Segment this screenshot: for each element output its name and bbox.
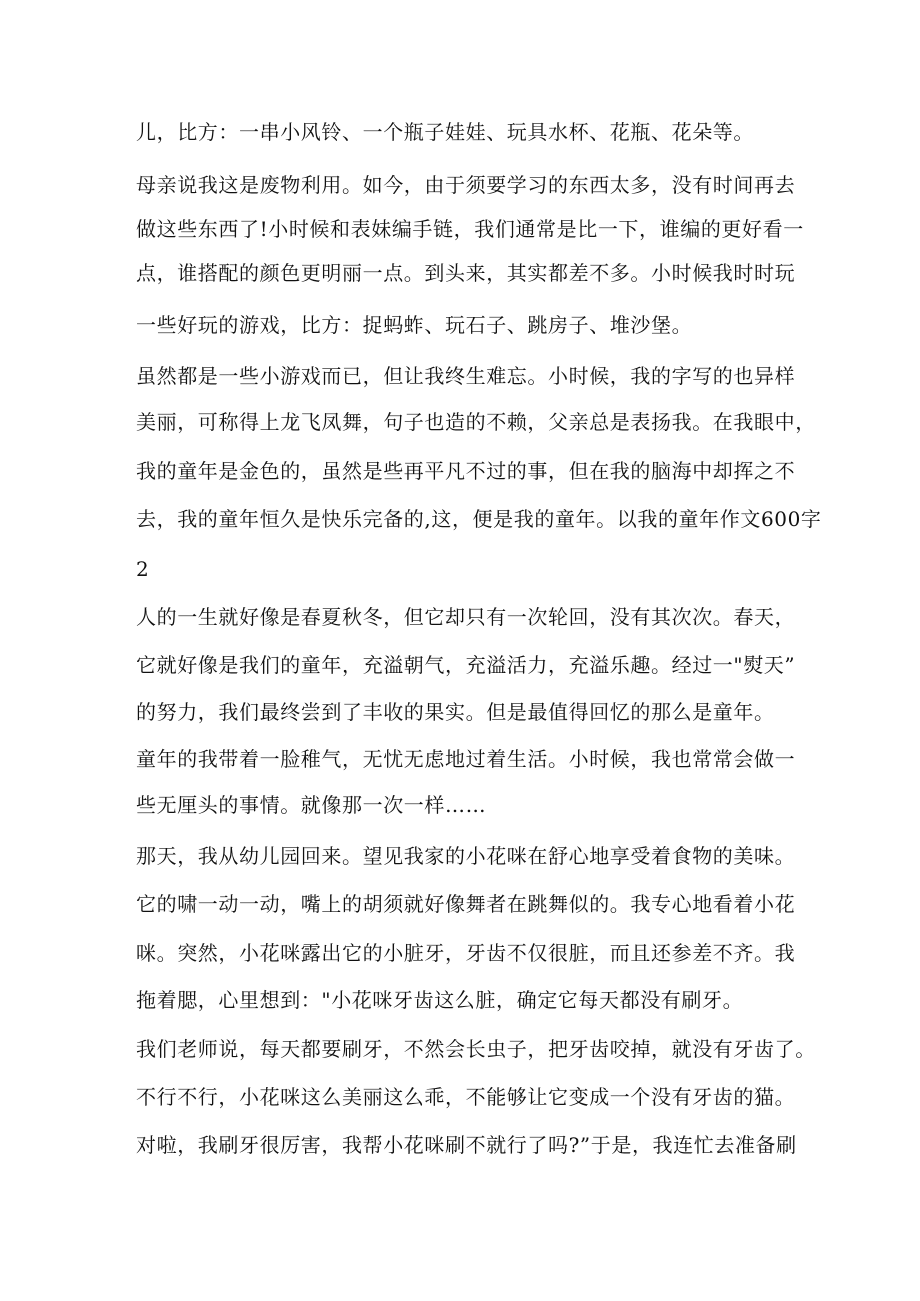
text-line: 咪。突然，小花咪露出它的小脏牙，牙齿不仅很脏，而且还参差不齐。我 — [136, 941, 796, 965]
text-line: 我的童年是金色的，虽然是些再平凡不过的事，但在我的脑海中却挥之不 — [136, 459, 796, 483]
text-line: 拖着腮，心里想到："小花咪牙齿这么脏，确定它每天都没有刷牙。 — [136, 988, 744, 1012]
text-line: 童年的我带着一脸稚气，无忧无虑地过着生活。小时候，我也常常会做一 — [136, 747, 796, 771]
text-line: 些无厘头的事情。就像那一次一样…… — [136, 793, 487, 817]
text-line: 那天，我从幼儿园回来。望见我家的小花咪在舒心地享受着食物的美味。 — [136, 844, 796, 868]
text-line: 人的一生就好像是春夏秋冬，但它却只有一次轮回，没有其次次。春天， — [136, 605, 796, 629]
text-line: 母亲说我这是废物利用。如今，由于须要学习的东西太多，没有时间再去 — [136, 173, 796, 197]
text-line: 2 — [136, 557, 150, 581]
text-line: 不行不行，小花咪这么美丽这么乖，不能够让它变成一个没有牙齿的猫。 — [136, 1085, 796, 1109]
text-line: 虽然都是一些小游戏而已，但让我终生难忘。小时候，我的字写的也异样 — [136, 364, 796, 388]
text-line: 一些好玩的游戏，比方：捉蚂蚱、玩石子、跳房子、堆沙堡。 — [136, 313, 693, 337]
text-line: 点，谁搭配的颜色更明丽一点。到头来，其实都差不多。小时候我时时玩 — [136, 261, 796, 285]
text-line: 它就好像是我们的童年，充溢朝气，充溢活力，充溢乐趣。经过一"熨天” — [136, 653, 796, 677]
text-line: 我们老师说，每天都要刷牙，不然会长虫子，把牙齿咬掉，就没有牙齿了。 — [136, 1037, 816, 1061]
text-line: 去，我的童年恒久是快乐完备的,这，便是我的童年。以我的童年作文600字 — [136, 507, 822, 531]
text-line: 做这些东西了!小时候和表妹编手链，我们通常是比一下，谁编的更好看一 — [136, 217, 804, 241]
text-line: 儿，比方：一串小风铃、一个瓶子娃娃、玩具水杯、花瓶、花朵等。 — [136, 120, 754, 144]
text-line: 对啦，我刷牙很厉害，我帮小花咪刷不就行了吗?”于是，我连忙去准备刷 — [136, 1133, 797, 1157]
text-line: 的努力，我们最终尝到了丰收的果实。但是最值得回忆的那么是童年。 — [136, 700, 775, 724]
text-line: 美丽，可称得上龙飞凤舞，句子也造的不赖，父亲总是表扬我。在我眼中， — [136, 410, 816, 434]
text-line: 它的啸一动一动，嘴上的胡须就好像舞者在跳舞似的。我专心地看着小花 — [136, 892, 796, 916]
